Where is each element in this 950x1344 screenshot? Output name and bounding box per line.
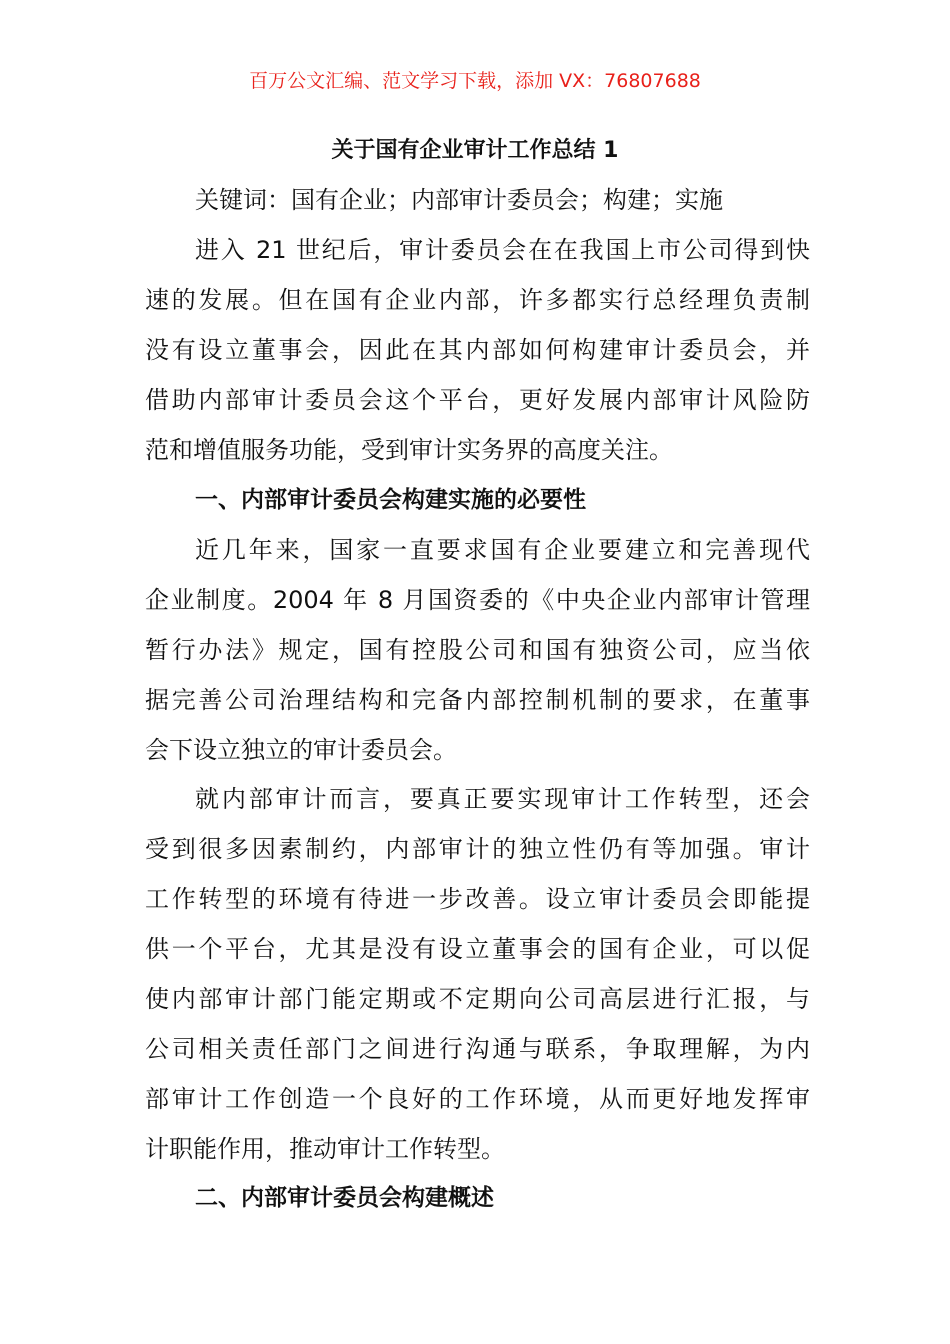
paragraph-1-line: 范和增值服务功能，受到审计实务界的高度关注。 xyxy=(145,436,673,464)
paragraph-2-line: 企业制度。2004 年 8 月国资委的《中央企业内部审计管理 xyxy=(145,586,810,614)
paragraph-3-line: 工作转型的环境有待进一步改善。设立审计委员会即能提 xyxy=(145,885,810,913)
document-title: 关于国有企业审计工作总结 1 xyxy=(331,138,619,163)
paragraph-3-line: 公司相关责任部门之间进行沟通与联系，争取理解，为内 xyxy=(145,1035,810,1063)
paragraph-2-line: 暂行办法》规定，国有控股公司和国有独资公司，应当依 xyxy=(145,636,810,664)
paragraph-1-line: 没有设立董事会，因此在其内部如何构建审计委员会，并 xyxy=(145,336,810,364)
paragraph-1-line: 速的发展。但在国有企业内部，许多都实行总经理负责制 xyxy=(145,286,810,314)
paragraph-3-line: 就内部审计而言，要真正要实现审计工作转型，还会 xyxy=(195,785,810,813)
section-heading-1: 一、内部审计委员会构建实施的必要性 xyxy=(195,487,586,513)
paragraph-3-line: 供一个平台，尤其是没有设立董事会的国有企业，可以促 xyxy=(145,935,810,963)
paragraph-3-line: 受到很多因素制约，内部审计的独立性仍有等加强。审计 xyxy=(145,835,810,863)
paragraph-2-line: 据完善公司治理结构和完备内部控制机制的要求，在董事 xyxy=(145,686,810,714)
paragraph-2-line: 会下设立独立的审计委员会。 xyxy=(145,736,457,764)
paragraph-3-line: 使内部审计部门能定期或不定期向公司高层进行汇报，与 xyxy=(145,985,810,1013)
paragraph-3-line: 部审计工作创造一个良好的工作环境，从而更好地发挥审 xyxy=(145,1085,810,1113)
download-banner: 百万公文汇编、范文学习下载，添加 VX：76807688 xyxy=(249,70,701,92)
keywords-line: 关键词：国有企业；内部审计委员会；构建；实施 xyxy=(195,186,723,214)
paragraph-2-line: 近几年来，国家一直要求国有企业要建立和完善现代 xyxy=(195,536,810,564)
paragraph-3-line: 计职能作用，推动审计工作转型。 xyxy=(145,1135,505,1163)
paragraph-1-line: 借助内部审计委员会这个平台，更好发展内部审计风险防 xyxy=(145,386,810,414)
section-heading-2: 二、内部审计委员会构建概述 xyxy=(195,1185,494,1211)
paragraph-1-line: 进入 21 世纪后，审计委员会在在我国上市公司得到快 xyxy=(195,236,810,264)
